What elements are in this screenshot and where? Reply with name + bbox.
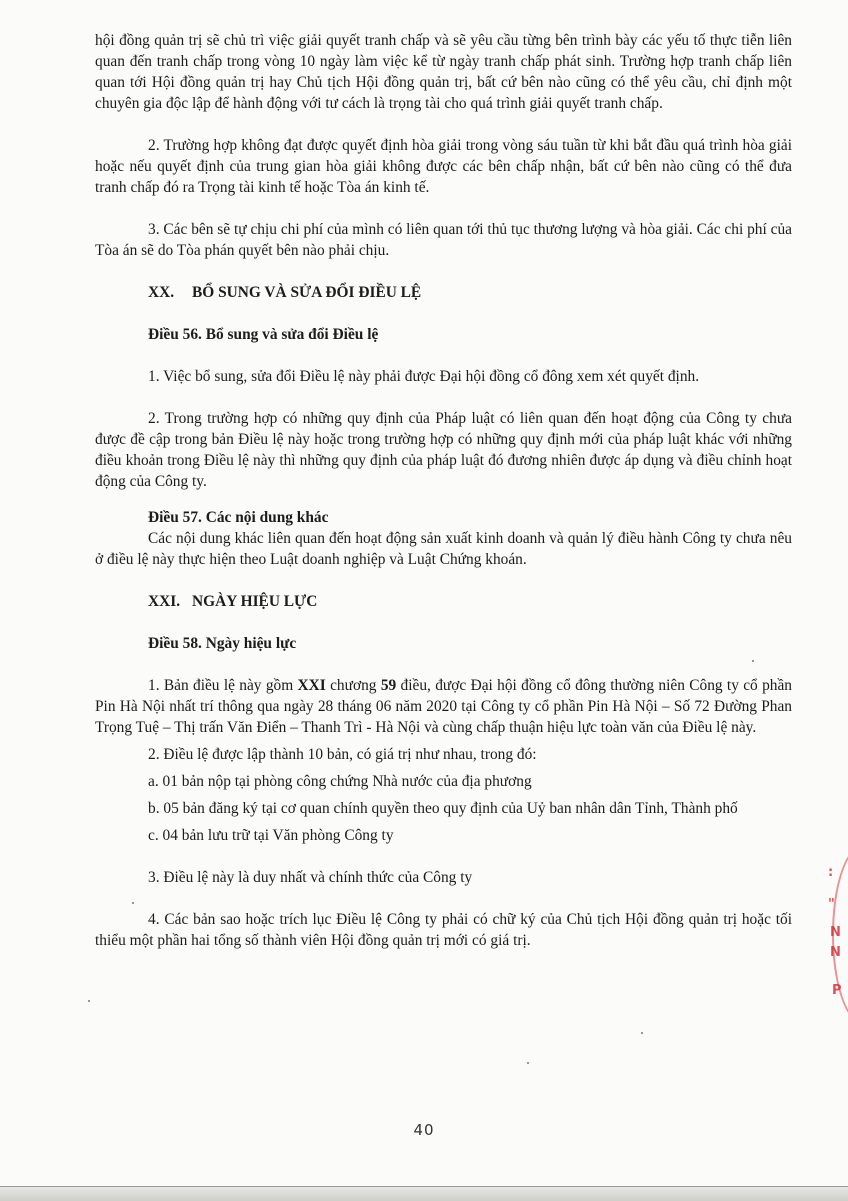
scan-speck: [527, 1062, 529, 1064]
red-seal-fragment-icon: : " N N P: [818, 845, 848, 1020]
article-56-clause-2: 2. Trong trường hợp có những quy định của Pháp luật có liên quan đến hoạt động của Công ty chưa được đề cập trong bản Điều lệ này hoặc trong trường hợp có những quy định mới của pháp luật khác với những điều khoản trong Điều lệ này thì những quy định của pháp luật đó đương nhiên được áp dụng và điều chỉnh hoạt động của Công ty.: [95, 410, 792, 490]
section-title: BỔ SUNG VÀ SỬA ĐỔI ĐIỀU LỆ: [192, 284, 422, 301]
article-count: 59: [380, 677, 397, 694]
section-number: XX.: [148, 284, 175, 301]
article-57-heading: Điều 57. Các nội dung khác: [148, 509, 329, 526]
article-58-clause-2: 2. Điều lệ được lập thành 10 bản, có giá trị như nhau, trong đó:: [148, 746, 537, 763]
scan-speck: [641, 1032, 643, 1034]
clause-text: chương: [325, 677, 381, 694]
article-58-clause-3: 3. Điều lệ này là duy nhất và chính thức của Công ty: [148, 869, 473, 886]
article-58-clause-4: 4. Các bản sao hoặc trích lục Điều lệ Công ty phải có chữ ký của Chủ tịch Hội đồng quản trị hoặc tối thiểu một phần hai tổng số thành viên Hội đồng quản trị mới có giá trị.: [95, 911, 792, 949]
section-heading-xx: [95, 282, 792, 303]
scan-speck: [88, 1000, 90, 1002]
article-58-clause-1: [95, 675, 792, 738]
article-58-heading: Điều 58. Ngày hiệu lực: [148, 635, 297, 652]
clause-text: 1. Bản điều lệ này gồm: [148, 677, 298, 694]
page-number: 40: [413, 1121, 435, 1139]
article-58-item-a: a. 01 bản nộp tại phòng công chứng Nhà nước của địa phương: [148, 773, 532, 790]
section-number: XXI.: [148, 593, 181, 610]
paragraph-3: 3. Các bên sẽ tự chịu chi phí của mình có liên quan tới thủ tục thương lượng và hòa giải. Các chi phí của Tòa án sẽ do Tòa phán quyết bên nào phải chịu.: [95, 221, 792, 259]
section-title: NGÀY HIỆU LỰC: [192, 593, 318, 610]
article-56-heading: Điều 56. Bổ sung và sửa đổi Điều lệ: [148, 326, 379, 343]
section-heading-xxi: [95, 591, 792, 612]
scan-bottom-edge: [0, 1186, 848, 1201]
article-58-item-b: b. 05 bản đăng ký tại cơ quan chính quyền theo quy định của Uỷ ban nhân dân Tỉnh, Thành phố: [148, 800, 738, 817]
scan-speck: [132, 902, 134, 904]
paragraph-2: 2. Trường hợp không đạt được quyết định hòa giải trong vòng sáu tuần từ khi bắt đầu quá trình hòa giải hoặc nếu quyết định của trung gian hòa giải không được các bên chấp nhận, bất cứ bên nào cũng có thể đưa tranh chấp đó ra Trọng tài kinh tế hoặc Tòa án kinh tế.: [95, 137, 792, 196]
document-body: [95, 30, 792, 951]
article-58-item-c: c. 04 bản lưu trữ tại Văn phòng Công ty: [148, 827, 394, 844]
paragraph-continuation: hội đồng quản trị sẽ chủ trì việc giải quyết tranh chấp và sẽ yêu cầu từng bên trình bày các yếu tố thực tiễn liên quan đến tranh chấp trong vòng 10 ngày làm việc kể từ ngày tranh chấp phát sinh. Trường hợp tranh chấp liên quan tới Hội đồng quản trị hay Chủ tịch Hội đồng quản trị, bất cứ bên nào cũng có thể yêu cầu, chỉ định một chuyên gia độc lập để hành động với tư cách là trọng tài cho quá trình giải quyết tranh chấp.: [95, 32, 792, 112]
chapter-count: XXI: [297, 677, 326, 694]
clause-text: điều, được Đại hội đồng cổ đông thường niên Công ty cổ phần Pin Hà Nội nhất trí thông qua ngày 28 tháng 06 năm 2020 tại Công ty cổ phần Pin Hà Nội – Số 72 Đường Phan Trọng Tuệ – Thị trấn Văn Điển – Thanh Trì - Hà Nội và cùng chấp thuận hiệu lực toàn văn của Điều lệ này.: [95, 677, 792, 736]
article-57-text: Các nội dung khác liên quan đến hoạt động sản xuất kinh doanh và quản lý điều hành Công ty chưa nêu ở điều lệ này thực hiện theo Luật doanh nghiệp và Luật Chứng khoán.: [95, 530, 792, 568]
article-56-clause-1: 1. Việc bổ sung, sửa đổi Điều lệ này phải được Đại hội đồng cổ đông xem xét quyết định.: [148, 368, 700, 385]
scan-speck: [752, 660, 754, 662]
